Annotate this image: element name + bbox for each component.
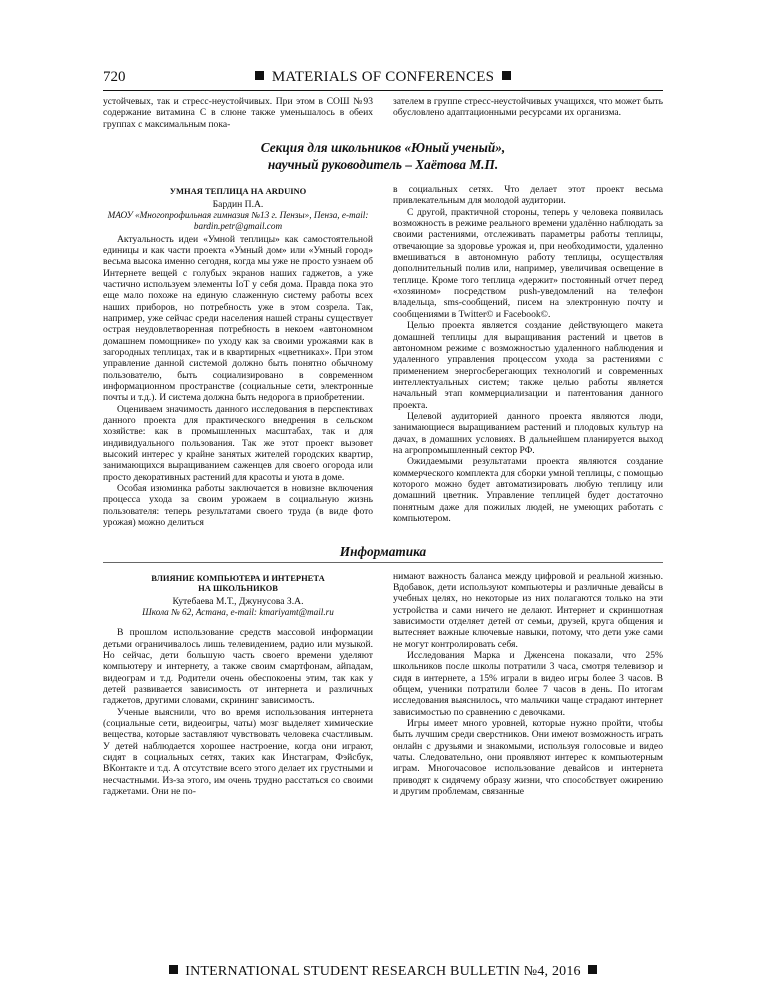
running-header [103, 68, 663, 91]
intro-left-text: устойчевых, так и стресс-неустойчивых. При этом в СОШ №93 содержание витамина С в слюне также уменьшалось в обеих группах с максимальным пока- [103, 96, 373, 130]
paragraph: Ожидаемыми результатами проекта являются создание коммерческого комплекта для сборки умной теплицы, с помощью которого можно будет автоматизировать любую теплицу или домашний цветник. Управление теплицей будет достаточно понятным даже для пожилых людей, не умеющих работать с компьютером. [393, 456, 663, 524]
paragraph: Актуальность идеи «Умной теплицы» как самостоятельной единицы и как части проекта «Умный дом» или «Умный город» весьма высока именно сегодня, когда мы уже не просто узнаем об Интернете вещей с голубых экранов наших гаджетов, а уже частично используем элементы IoT у себя дома. Правда пока это еще мало похоже на единую слаженную систему работы всех наших приборов, но потребность уже в этом созрела. Так, например, уже сейчас среди населения нашей страны существует острая неудовлетворенная потребность в некоем «автономном домашнем помощнике» по уходу как за своими урожаями как в загородных теплицах, так и в квартирных «цветниках». При этом управление данной системой должно быть понятно обычному пользователю, быть социализировано в современном информационном пространстве (социальные сети, электронные почты и т.д.). И система должна быть недорога в приобретении. [103, 233, 373, 404]
paragraph: Особая изюминка работы заключается в новизне включения процесса ухода за своим урожаем в социальную жизнь пользователя: теперь результатами своего труда (в виде фото урожая) можно делиться [103, 483, 373, 529]
paragraph: В прошлом использование средств массовой информации детьми ограничивалось лишь телевидением, радио или музыкой. Но сейчас, дети большую часть своего времени уделяют компьютеру и интернету, а также своим смартфонам, айпадам, видеограм и т.д. Родители очень обеспокоены этим, так как у детей развивается зависимость от интернета и различных гаджетов, другими словами, скрининг зависимость. [103, 627, 373, 707]
article-title-line1: ВЛИЯНИЕ КОМПЬЮТЕРА И ИНТЕРНЕТА [151, 572, 325, 583]
footer-journal-title: INTERNATIONAL STUDENT RESEARCH BULLETIN №4, 2016 [185, 964, 581, 979]
intro-columns [103, 96, 663, 130]
paragraph: Ученые выяснили, что во время использования интернета (социальные сети, видеоигры, чаты) мозг выделяет химические вещества, которые заставляют чувствовать человека счастливым. У детей наблюдается хорошее настроение, когда они играют, сидят в социальных сетях, таких как Инстаграм, Фэйсбук, ВКонтакте и т.д. А отсутствие всего этого делает их грустными и несчастными. Из-за этого, им очень трудно расстаться со своими гаджетами. Они не по- [103, 706, 373, 797]
paragraph: в социальных сетях. Что делает этот проект весьма привлекательным для молодой аудитории. [393, 184, 663, 207]
square-bullet-icon [255, 71, 264, 80]
paragraph: нимают важность баланса между цифровой и реальной жизнью. Вдобавок, дети используют компьютеры и различные девайсы в учебных целях, но некоторые из них полагаются только на эти устройства и сами ничего не делают. Интернет и скриншотная зависимости отделяет детей от семьи, друзей, круга общения и вытесняет важные ключевые навыки, потому, что дети уже сами не могут контролировать себя. [393, 570, 663, 650]
article-affiliation: МАОУ «Многопрофильная гимназия №13 г. Пензы», Пенза, e-mail: bardin.petr@gmail.com [107, 209, 369, 232]
page-number: 720 [103, 69, 126, 85]
article-title [103, 573, 373, 594]
section-heading-line1: Секция для школьников «Юный ученый», [260, 140, 506, 156]
article-authors: Бардин П.А. [212, 198, 264, 210]
article-affiliation: Школа № 62, Астана, e-mail: kmariyamt@mail.ru [142, 606, 334, 617]
section-heading-line2: научный руководитель – Хаётова М.П. [267, 157, 499, 173]
journal-section-label: MATERIALS OF CONFERENCES [271, 69, 495, 85]
paragraph: Игры имеет много уровней, которые нужно пройти, чтобы быть лучшим среди сверстников. Они имеют возможность играть онлайн с друзьями и знакомыми, используя голосовые и видео чаты. Следовательно, они проявляют интерес к компьютерным играм. Многочасовое использование девайсов и интернета приводят к сидячему образу жизни, что способствует ожирению и другим проблемам, связанные [393, 717, 663, 798]
section-heading-young-scientist [103, 139, 663, 173]
square-bullet-icon [588, 965, 597, 974]
article-computer-influence [103, 571, 663, 798]
article-smart-greenhouse [103, 184, 663, 528]
square-bullet-icon [169, 965, 178, 974]
square-bullet-icon [502, 71, 511, 80]
paragraph: Исследования Марка и Дженсена показали, что 25% школьников после школы потратили 3 часа, смотря телевизор и сидя в интернете, а 15% играли в видео игры более 3 часов. В общем, ученики потратили более 7 часов в день. По итогам исследования выяснилось, что мальчики чаще страдают интернет зависимостью по сравнению с девочками. [393, 649, 663, 718]
paragraph: Целевой аудиторией данного проекта являются люди, занимающиеся выращиванием растений и плодовых культур на дачах, в домашних условиях. В дальнейшем планируется выход на агропромышленный сектор РФ. [393, 410, 663, 456]
running-footer [103, 964, 663, 980]
section-heading-informatics: Информатика [103, 544, 663, 563]
article-authors: Кутебаева М.Т., Джунусова З.А. [172, 595, 304, 607]
paragraph: С другой, практичной стороны, теперь у человека появилась возможность в режиме реального времени удалённо наблюдать за своими растениями, отслеживать параметры работы теплицы, отвечающие за здоровье урожая и, при необходимости, удаленно вмешиваться в автономную работу теплицы, осуществляя дополнительный полив или, например, увеличивая освещение в теплице. Кроме того теплица «держит» постоянный отчет перед «хозяином» посредством push-уведомлений на телефон владельца, sms-сообщений, писем на электронную почту и сообщениями в Twitter© и Facebook©. [393, 206, 663, 320]
intro-right-text: зателем в группе стресс-неустойчивых учащихся, что может быть обусловлено адаптационными ресурсами их организма. [393, 96, 663, 119]
paragraph: Оцениваем значимость данного исследования в перспективах данного проекта для практического внедрения в сельском хозяйстве: как в промышленных масштабах, так и для индивидуального пользования. Так же этот проект вызовет высокий интерес у крайне занятых жителей городских квартир, занимающихся выращиванием саженцев для своего огорода или просто декоративных растений для красоты и уюта в доме. [103, 403, 373, 483]
paragraph: Целью проекта является создание действующего макета домашней теплицы для выращивания растений и цветов в автономном режиме с возможностью удаленного наблюдения и удаленного управления процессом ухода за растениями с применением энергосберегающих технологий и современных интеллектуальных систем; также целью работы является начальный этап коммерциализации и патентования данного проекта. [393, 320, 663, 411]
journal-page [103, 68, 663, 797]
journal-section-title [103, 69, 663, 86]
article-title-line2: НА ШКОЛЬНИКОВ [198, 583, 278, 593]
article-title: УМНАЯ ТЕПЛИЦА НА ARDUINO [169, 186, 307, 197]
